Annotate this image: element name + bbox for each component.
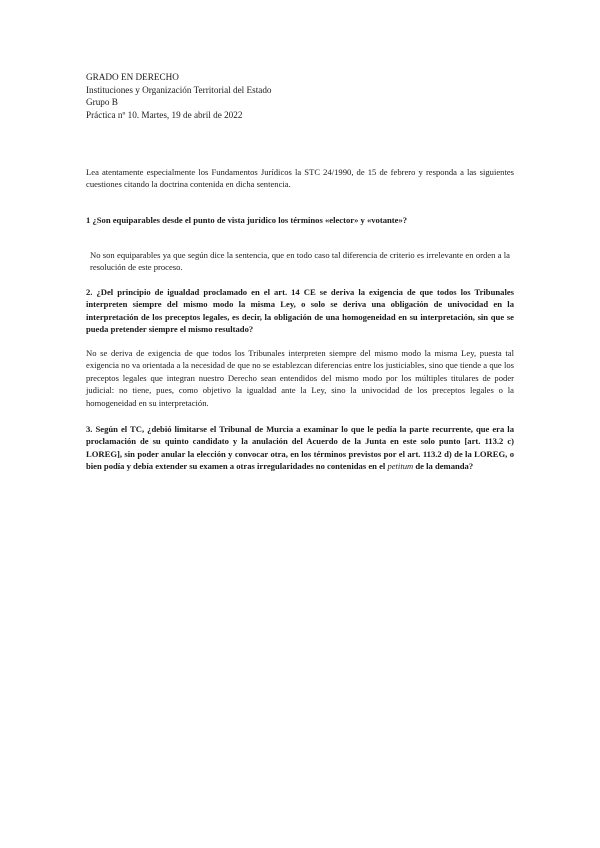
answer-1: No son equiparables ya que según dice la sentencia, que en todo caso tal diferencia de criterio es irrelevante en orden a la resolución de este proceso. [90,250,510,273]
document-header [86,71,506,121]
group-label: Grupo B [86,97,118,107]
question-3-text: 3. Según el TC, ¿debió limitarse el Tribunal de Murcia a examinar lo que le pedía la parte recurrente, que era la proclamación de su quinto candidato y la anulación del Acuerdo de la Junta en este solo punto [art. 113.2 c) LOREG], sin poder anular la elección y convocar otra, en los términos previstos por el art. 113.2 d) de la LOREG, o bien podía y debía extender su examen a otras irregularidades no contenidas en el [86,424,514,472]
question-1: 1 ¿Son equiparables desde el punto de vista jurídico los términos «elector» y «votante»? [86,215,408,225]
course-name: Instituciones y Organización Territorial del Estado [86,84,272,95]
question-3-end: de la demanda? [413,461,474,472]
degree-title: GRADO EN DERECHO [86,72,179,82]
instructions-paragraph: Lea atentamente especialmente los Fundamentos Jurídicos la STC 24/1990, de 15 de febrero y responda a las siguientes cuestiones citando la doctrina contenida en dicha sentencia. [86,167,514,190]
question-3-petitum: petitum [387,461,414,472]
practice-date: Práctica nº 10. Martes, 19 de abril de 2022 [86,109,243,120]
answer-2: No se deriva de exigencia de que todos los Tribunales interpreten siempre del mismo modo la misma Ley, puesta tal exigencia no va orientada a la necesidad de que no se establezcan diferencias entre los justiciables, sino que tiende a que los preceptos legales que integran nuestro Derecho sean entendidos del mismo modo por los múltiples titulares de poder judicial: no tiene, pues, como objetivo la igualdad ante la Ley, sino la univocidad de los preceptos legales o la homogeneidad en su interpretación. [86,348,514,408]
question-3 [86,423,514,473]
question-2: 2. ¿Del principio de igualdad proclamado en el art. 14 CE se deriva la exigencia de que todos los Tribunales interpreten siempre del mismo modo la misma Ley, o solo se deriva una obligación de univocidad en la interpretación de los preceptos legales, es decir, la obligación de una homogeneidad en su interpretación, sin que se pueda pretender siempre el mismo resultado? [86,287,514,335]
